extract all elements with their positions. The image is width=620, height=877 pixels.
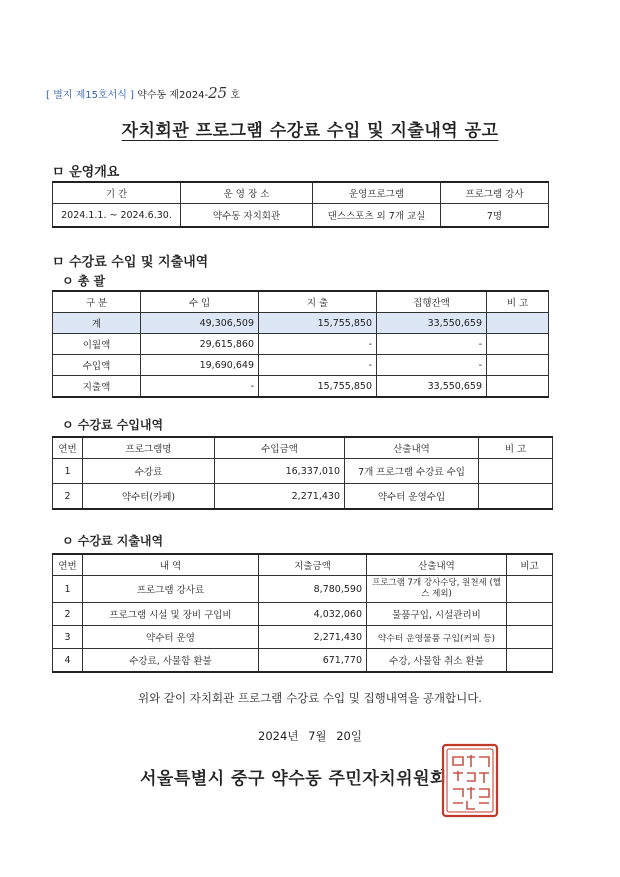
expense-cell: 수강, 사물함 취소 환불 — [367, 649, 507, 673]
form-label: [ 별지 제15호서식 ] — [46, 90, 135, 101]
table-row — [53, 313, 549, 334]
col-category: 구 분 — [53, 291, 141, 313]
expense-cell: 3 — [53, 626, 83, 649]
col-programs: 운영프로그램 — [313, 182, 441, 204]
expense-cell — [507, 649, 553, 673]
summary-cell — [487, 313, 549, 334]
income-cell: 약수터 운영수입 — [345, 484, 479, 510]
expense-table — [52, 553, 553, 673]
col-calc-detail: 산출내역 — [345, 437, 479, 459]
col-no: 연번 — [53, 437, 83, 459]
income-cell — [479, 459, 553, 484]
col-remarks: 비 고 — [479, 437, 553, 459]
expense-cell: 약수터 운영 — [83, 626, 259, 649]
overview-table — [52, 181, 549, 228]
summary-cell: 49,306,509 — [141, 313, 259, 334]
table-row — [53, 376, 549, 398]
income-cell: 약수터(카페) — [83, 484, 215, 510]
table-row — [53, 484, 553, 510]
summary-cell: 15,755,850 — [259, 376, 377, 398]
summary-cell: - — [259, 334, 377, 355]
expense-cell — [507, 626, 553, 649]
expense-cell: 약수터 운영물품 구입(커피 등) — [367, 626, 507, 649]
table-row — [53, 626, 553, 649]
col-remarks: 비고 — [507, 554, 553, 576]
table-row — [53, 649, 553, 673]
expense-cell — [507, 576, 553, 603]
expense-detail-heading: ㅇ 수강료 지출내역 — [62, 534, 164, 548]
summary-heading: ㅇ 총 괄 — [62, 274, 106, 288]
income-detail-heading: ㅇ 수강료 수입내역 — [62, 418, 164, 432]
table-row — [53, 459, 553, 484]
expense-cell: 671,770 — [259, 649, 367, 673]
summary-cell: - — [377, 355, 487, 376]
expense-cell — [507, 603, 553, 626]
venue-cell: 약수동 자치회관 — [181, 204, 313, 228]
date-month: 7월 — [308, 729, 327, 743]
issuer-name: 서울특별시 중구 약수동 주민자치위원회 — [140, 769, 447, 789]
summary-cell: 33,550,659 — [377, 376, 487, 398]
summary-cell — [487, 334, 549, 355]
income-cell: 2 — [53, 484, 83, 510]
col-remarks: 비 고 — [487, 291, 549, 313]
col-item: 내 역 — [83, 554, 259, 576]
overview-header-row — [53, 182, 549, 204]
issue-date — [0, 728, 620, 744]
summary-cell: - — [377, 334, 487, 355]
income-header-row — [53, 437, 553, 459]
official-seal-icon — [441, 743, 499, 818]
summary-cell: 19,690,649 — [141, 355, 259, 376]
form-number-line — [46, 84, 240, 102]
col-income: 수 입 — [141, 291, 259, 313]
summary-cell: - — [141, 376, 259, 398]
date-day: 20일 — [336, 729, 362, 743]
table-row — [53, 334, 549, 355]
col-expense-amount: 지출금액 — [259, 554, 367, 576]
expense-cell: 8,780,590 — [259, 576, 367, 603]
date-year: 2024년 — [258, 729, 299, 743]
expense-cell: 1 — [53, 576, 83, 603]
income-cell: 2,271,430 — [215, 484, 345, 510]
table-row — [53, 603, 553, 626]
col-instructors: 프로그램 강사 — [441, 182, 549, 204]
page-title: 자치회관 프로그램 수강료 수입 및 지출내역 공고 — [121, 121, 499, 141]
expense-cell: 수강료, 사물함 환불 — [83, 649, 259, 673]
summary-cell: 29,615,860 — [141, 334, 259, 355]
income-cell — [479, 484, 553, 510]
expense-cell: 2 — [53, 603, 83, 626]
expense-cell: 프로그램 강사료 — [83, 576, 259, 603]
col-venue: 운 영 장 소 — [181, 182, 313, 204]
expense-cell: 4 — [53, 649, 83, 673]
summary-table — [52, 290, 549, 398]
col-no: 연번 — [53, 554, 83, 576]
income-cell: 16,337,010 — [215, 459, 345, 484]
expense-cell: 2,271,430 — [259, 626, 367, 649]
table-row — [53, 204, 549, 228]
closing-statement: 위와 같이 자치회관 프로그램 수강료 수입 및 집행내역을 공개합니다. — [138, 691, 482, 705]
income-table — [52, 436, 553, 510]
summary-cell: - — [259, 355, 377, 376]
period-cell: 2024.1.1. ~ 2024.6.30. — [53, 204, 181, 228]
col-income-amount: 수입금액 — [215, 437, 345, 459]
doc-number-prefix: 약수동 제2024- — [137, 90, 209, 101]
summary-cell: 33,550,659 — [377, 313, 487, 334]
summary-cell — [487, 355, 549, 376]
summary-cell: 이월액 — [53, 334, 141, 355]
expense-cell: 물품구입, 시설관리비 — [367, 603, 507, 626]
summary-cell: 15,755,850 — [259, 313, 377, 334]
col-expense: 지 출 — [259, 291, 377, 313]
expense-cell: 4,032,060 — [259, 603, 367, 626]
table-row — [53, 355, 549, 376]
summary-cell — [487, 376, 549, 398]
income-cell: 1 — [53, 459, 83, 484]
summary-cell: 계 — [53, 313, 141, 334]
programs-cell: 댄스스포츠 외 7개 교실 — [313, 204, 441, 228]
table-row — [53, 576, 553, 603]
summary-cell: 지출액 — [53, 376, 141, 398]
col-calc-detail: 산출내역 — [367, 554, 507, 576]
instructors-cell: 7명 — [441, 204, 549, 228]
income-cell: 7개 프로그램 수강료 수입 — [345, 459, 479, 484]
overview-heading: ㅁ 운영개요 — [52, 165, 120, 180]
doc-number-handwritten: 25 — [208, 84, 228, 102]
col-period: 기 간 — [53, 182, 181, 204]
doc-number-suffix: 호 — [230, 90, 241, 101]
col-program-name: 프로그램명 — [83, 437, 215, 459]
summary-header-row — [53, 291, 549, 313]
expense-cell: 프로그램 시설 및 장비 구입비 — [83, 603, 259, 626]
expense-cell: 프로그램 7개 강사수당, 원천세 (헬스 제외) — [367, 576, 507, 603]
income-cell: 수강료 — [83, 459, 215, 484]
col-balance: 집행잔액 — [377, 291, 487, 313]
summary-cell: 수입액 — [53, 355, 141, 376]
income-expense-heading: ㅁ 수강료 수입 및 지출내역 — [52, 255, 209, 270]
expense-header-row — [53, 554, 553, 576]
